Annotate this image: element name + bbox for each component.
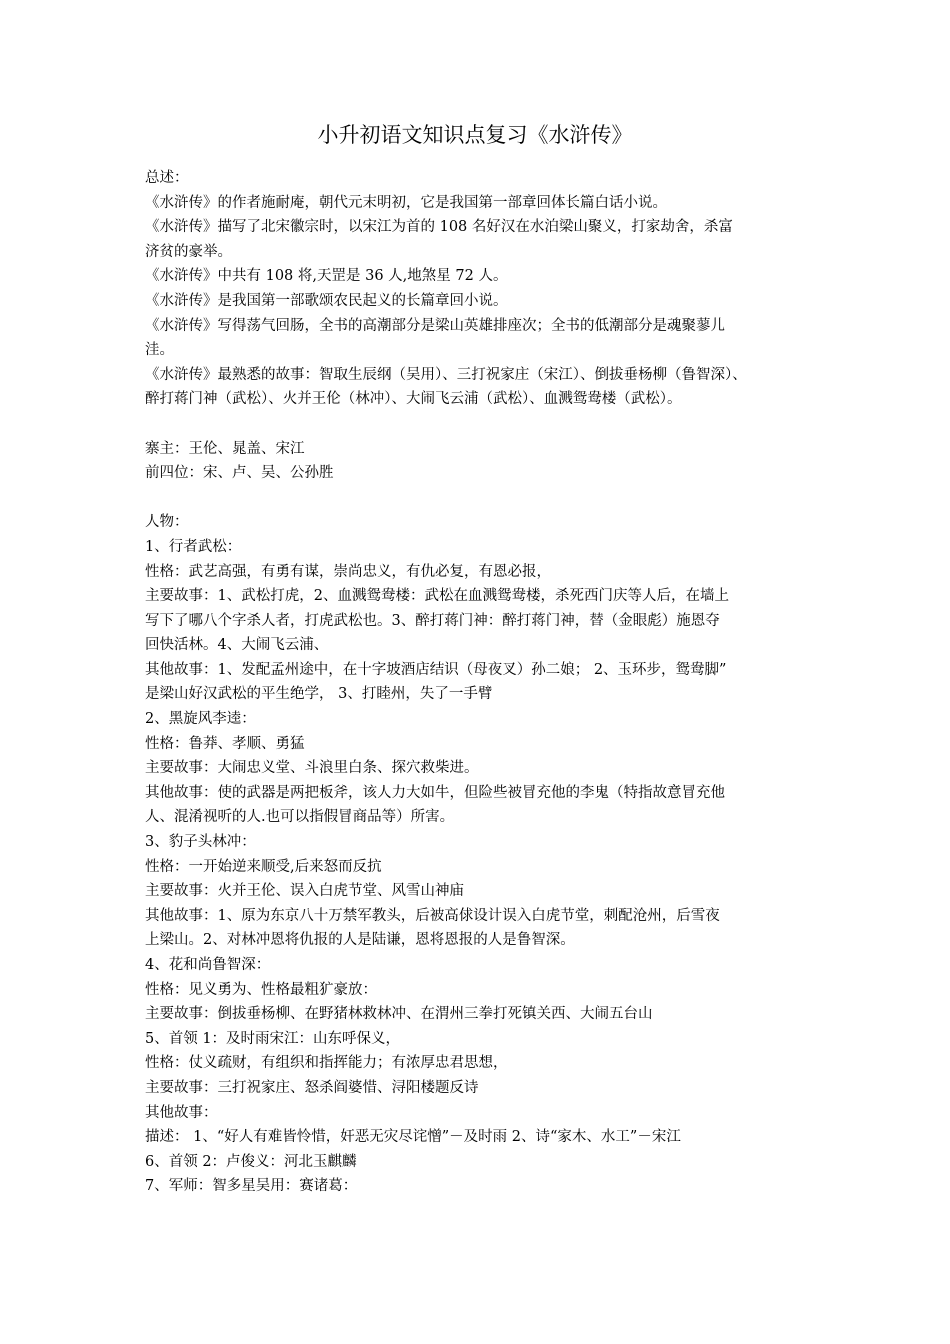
page-title: 小升初语文知识点复习《水浒传》	[317, 123, 633, 147]
text-line: 济贫的豪举。	[145, 243, 232, 260]
text-line: 《水浒传》是我国第一部歌颂农民起义的长篇章回小说。	[145, 292, 508, 309]
blank-line	[145, 486, 815, 511]
text-line: 回快活林。4、大闹飞云浦、	[145, 637, 329, 654]
text-line: 1、行者武松：	[145, 538, 242, 555]
text-line: 醉打蒋门神（武松）、火并王伦（林冲）、大闹飞云浦（武松）、血溅鸳鸯楼（武松）。	[145, 391, 682, 408]
text-line: 《水浒传》描写了北宋徽宗时，以宋江为首的 108 名好汉在水泊梁山聚义，打家劫舍，杀富	[145, 219, 733, 236]
text-line: 主要故事：1、武松打虎，2、血溅鸳鸯楼：武松在血溅鸳鸯楼，杀死西门庆等人后，在墙上	[145, 588, 729, 605]
text-line: 主要故事：大闹忠义堂、斗浪里白条、探穴救柴进。	[145, 760, 479, 777]
text-line: 是梁山好汉武松的平生绝学， 3、打睦州，失了一手臂	[145, 686, 493, 703]
text-line: 3、豹子头林冲：	[145, 834, 256, 851]
text-line: 寨主：王伦、晁盖、宋江	[145, 440, 305, 457]
text-line: 前四位：宋、卢、吴、公孙胜	[145, 465, 334, 482]
text-line: 其他故事：	[145, 1104, 218, 1121]
text-line: 性格：武艺高强，有勇有谋，崇尚忠义，有仇必复，有恩必报，	[145, 563, 551, 580]
text-line: 主要故事：火并王伦、误入白虎节堂、风雪山神庙	[145, 883, 464, 900]
text-line: 7、军师：智多星吴用：赛诸葛：	[145, 1178, 358, 1195]
blank-line	[145, 412, 815, 437]
text-line: 5、首领 1：及时雨宋江：山东呼保义，	[145, 1030, 401, 1047]
text-line: 人、混淆视听的人.也可以指假冒商品等）所害。	[145, 809, 455, 826]
text-line: 4、花和尚鲁智深：	[145, 957, 271, 973]
text-line: 上梁山。2、对林冲恩将仇报的人是陆谦，恩将恩报的人是鲁智深。	[145, 932, 575, 949]
text-line: 《水浒传》中共有 108 将,天罡是 36 人,地煞星 72 人。	[145, 268, 508, 285]
text-line: 其他故事：使的武器是两把板斧，该人力大如牛，但险些被冒充他的李鬼（特指故意冒充他	[145, 784, 725, 801]
text-line: 《水浒传》的作者施耐庵，朝代元末明初，它是我国第一部章回体长篇白话小说。	[145, 194, 667, 211]
document-body	[145, 166, 815, 1199]
text-line: 其他故事：1、发配孟州途中，在十字坡酒店结识（母夜叉）孙二娘； 2、玉环步，鸳鸯脚”	[145, 661, 727, 678]
text-line: 《水浒传》最熟悉的故事：智取生辰纲（吴用）、三打祝家庄（宋江）、倒拔垂杨柳（鲁智深）、	[145, 366, 747, 383]
text-line: 6、首领 2：卢俊义：河北玉麒麟	[145, 1153, 357, 1170]
text-line: 主要故事：三打祝家庄、怒杀阎婆惜、浔阳楼题反诗	[145, 1079, 479, 1096]
text-line: 描述： 1、“好人有难皆怜惜，奸恶无灾尽诧憎”－及时雨 2、诗“家木、水工”－宋江	[145, 1129, 681, 1146]
text-line: 《水浒传》写得荡气回肠，全书的高潮部分是梁山英雄排座次；全书的低潮部分是魂聚蓼儿	[145, 317, 725, 334]
text-line: 性格：见义勇为、性格最粗犷豪放：	[145, 981, 377, 998]
text-line: 2、黑旋风李逵：	[145, 711, 256, 728]
text-line: 性格：鲁莽、孝顺、勇猛	[145, 735, 305, 752]
text-line: 洼。	[145, 342, 174, 359]
text-line: 写下了哪八个字杀人者，打虎武松也。3、醉打蒋门神：醉打蒋门神，替（金眼彪）施恩夺	[145, 612, 720, 629]
text-line: 主要故事：倒拔垂杨柳、在野猪林救林冲、在渭州三拳打死镇关西、大闹五台山	[145, 1006, 653, 1023]
text-line: 总述：	[145, 170, 189, 186]
text-line: 人物：	[145, 514, 189, 531]
text-line: 其他故事：1、原为东京八十万禁军教头，后被高俅设计误入白虎节堂，刺配沧州，后雪夜	[145, 907, 720, 924]
text-line: 性格：仗义疏财，有组织和指挥能力；有浓厚忠君思想，	[145, 1055, 508, 1072]
text-line: 性格：一开始逆来顺受,后来怒而反抗	[145, 858, 382, 875]
